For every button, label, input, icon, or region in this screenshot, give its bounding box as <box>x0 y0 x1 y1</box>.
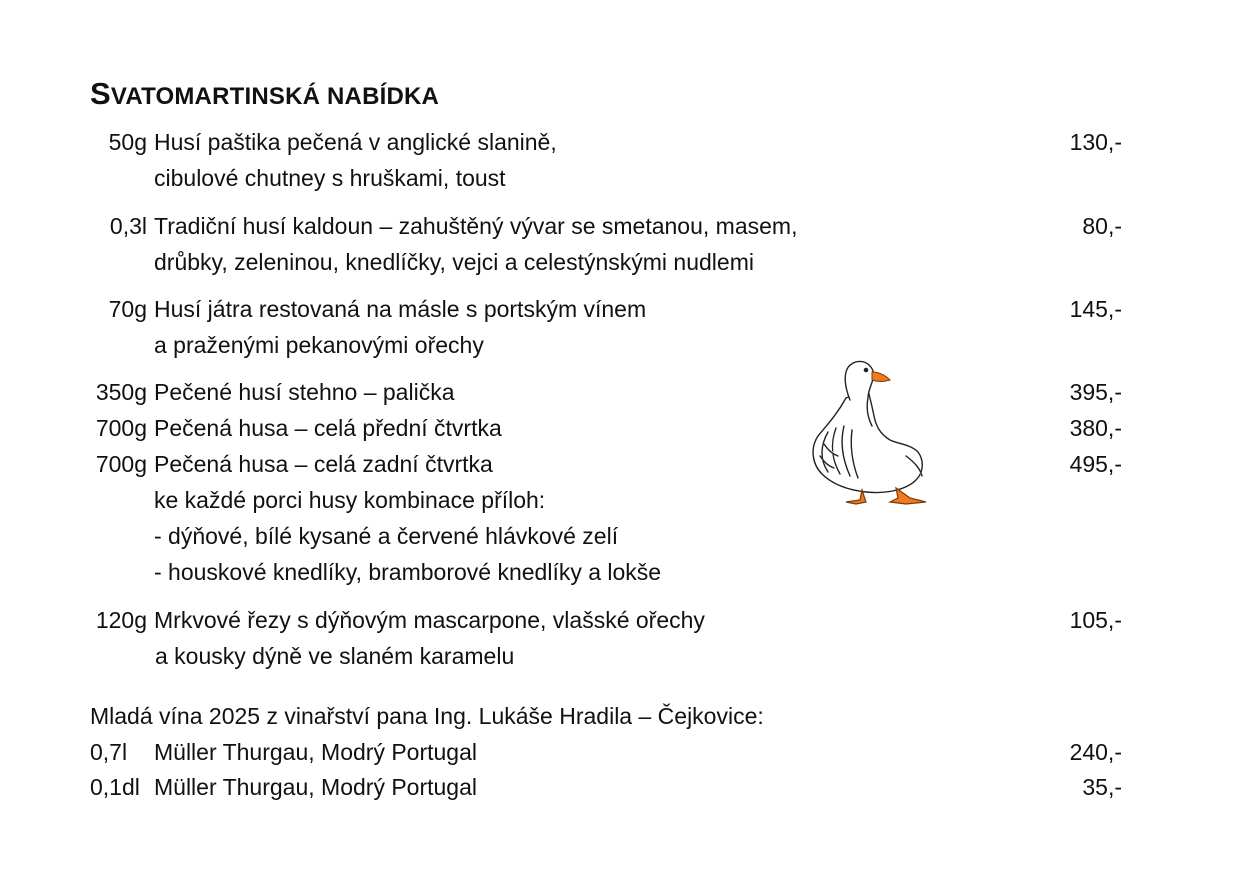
item-description: Müller Thurgau, Modrý Portugal <box>154 774 477 800</box>
menu-item <box>0 446 1240 482</box>
item-quantity: 50g <box>108 129 147 155</box>
menu-item <box>0 602 1240 638</box>
item-description: Husí paštika pečená v anglické slanině, <box>154 129 557 155</box>
item-quantity: 700g <box>95 415 147 441</box>
menu-item-continuation <box>0 160 1240 196</box>
menu-item-continuation <box>0 327 1240 363</box>
item-price: 130,- <box>1069 129 1122 155</box>
title-first-letter: S <box>90 76 111 111</box>
page-title <box>90 76 439 112</box>
menu-item-continuation <box>0 638 1240 674</box>
wine-item <box>0 769 1240 805</box>
item-quantity: 0,3l <box>109 213 147 239</box>
item-quantity: 70g <box>108 296 147 322</box>
side-dish-option: - houskové knedlíky, bramborové knedlíky a lokše <box>154 559 662 585</box>
item-description: cibulové chutney s hruškami, toust <box>154 165 506 191</box>
item-price: 380,- <box>1069 415 1122 441</box>
item-price: 35,- <box>1082 774 1122 800</box>
goose-icon <box>806 356 932 508</box>
item-description: Müller Thurgau, Modrý Portugal <box>154 739 477 765</box>
side-dish-note: ke každé porci husy kombinace příloh: <box>154 487 546 513</box>
menu-item <box>0 208 1240 244</box>
wine-heading-row <box>0 698 1240 734</box>
item-quantity: 700g <box>95 451 147 477</box>
item-price: 145,- <box>1069 296 1122 322</box>
item-description: Pečená husa – celá přední čtvrtka <box>154 415 502 441</box>
item-quantity: 0,1dl <box>90 774 140 800</box>
wine-heading: Mladá vína 2025 z vinařství pana Ing. Lukáše Hradila – Čejkovice: <box>90 703 764 729</box>
item-quantity: 350g <box>95 379 147 405</box>
menu-item <box>0 291 1240 327</box>
item-description: Husí játra restovaná na másle s portským vínem <box>154 296 647 322</box>
item-description: Pečené husí stehno – palička <box>154 379 455 405</box>
item-description: Tradiční husí kaldoun – zahuštěný vývar se smetanou, masem, <box>154 213 798 239</box>
menu-item-continuation <box>0 518 1240 554</box>
item-price: 395,- <box>1069 379 1122 405</box>
side-dish-option: - dýňové, bílé kysané a červené hlávkové zelí <box>154 523 619 549</box>
item-quantity: 0,7l <box>90 739 128 765</box>
menu-item <box>0 374 1240 410</box>
item-description: Pečená husa – celá zadní čtvrtka <box>154 451 493 477</box>
item-description: a praženými pekanovými ořechy <box>154 332 484 358</box>
item-price: 105,- <box>1069 607 1122 633</box>
title-rest: VATOMARTINSKÁ NABÍDKA <box>110 83 440 110</box>
menu-item-continuation <box>0 554 1240 590</box>
item-description: Mrkvové řezy s dýňovým mascarpone, vlašské ořechy <box>154 607 705 633</box>
menu-item <box>0 124 1240 160</box>
item-price: 80,- <box>1082 213 1122 239</box>
item-description: a kousky dýně ve slaném karamelu <box>155 643 515 669</box>
item-quantity: 120g <box>95 607 147 633</box>
menu-item-continuation <box>0 482 1240 518</box>
menu-item <box>0 410 1240 446</box>
wine-item <box>0 734 1240 770</box>
item-price: 240,- <box>1069 739 1122 765</box>
menu-item-continuation <box>0 244 1240 280</box>
item-price: 495,- <box>1069 451 1122 477</box>
item-description: drůbky, zeleninou, knedlíčky, vejci a celestýnskými nudlemi <box>154 249 754 275</box>
